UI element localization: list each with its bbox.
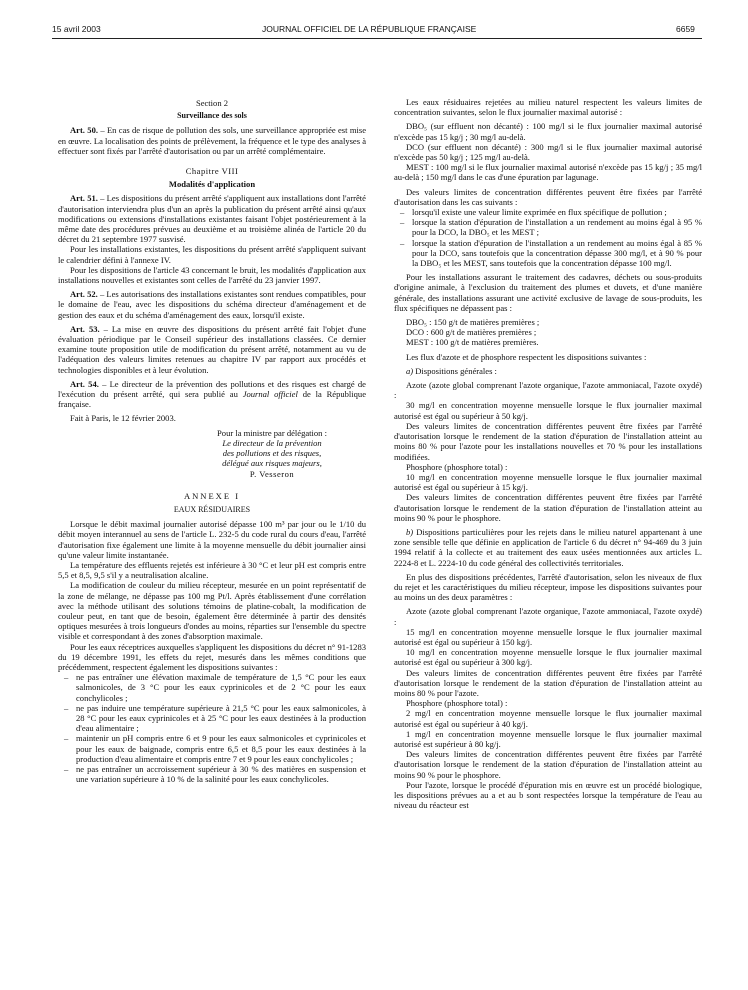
right-paragraph-22: 10 mg/l en concentration moyenne mensuelle lorsque le flux journalier maximal autorisé est égal ou supérieur à 300 kg/j. — [394, 647, 702, 668]
right-paragraph-10: Les flux d'azote et de phosphore respectent les dispositions suivantes : — [406, 351, 647, 362]
item-a-text: Dispositions générales : — [413, 365, 497, 376]
article-51-p3: Pour les dispositions de l'article 43 concernant le bruit, les modalités d'application aux installations nouvelles et existantes sont celles de l'arrêté du 23 janvier 1997. — [58, 264, 366, 286]
article-50 — [58, 125, 366, 156]
nitrogen-heading-2: Azote (azote global comprenant l'azote organique, l'azote ammoniacal, l'azote oxydé) : — [394, 606, 702, 627]
right-paragraph-5: Des valeurs limites de concentration différentes peuvent être fixées par l'arrêté d'autorisation dans les cas suivants : — [394, 186, 702, 207]
list-item: – maintenir un pH compris entre 6 et 9 pour les eaux salmonicoles et cyprinicoles et pour les eaux de baignade, compris entre 6,5 et 8,5 pour les eaux destinées à la production d'eau alimentaire et compris entre 7 et 9 pour les eaux conchylicoles ; — [58, 733, 366, 764]
journal-officiel-ref: Journal officiel — [242, 389, 298, 400]
chapter-title: Chapitre VIII — [185, 166, 239, 177]
specific-flow-dbo5: DBO₅ : 150 g/t de matières premières ; — [406, 317, 540, 328]
article-54-text-b: de la République française. — [58, 389, 366, 410]
header-page-number: 6659 — [676, 24, 695, 34]
right-paragraph-16: 10 mg/l en concentration moyenne mensuelle lorsque le flux journalier maximal autorisé est égal ou supérieur à 15 kg/j. — [394, 471, 702, 493]
article-51-label: Art. 51. — [70, 193, 98, 204]
right-column — [394, 97, 702, 810]
section-title: Section 2 — [195, 98, 229, 108]
right-paragraph-1: Les eaux résiduaires rejetées au milieu naturel respectent les valeurs limites de concentration suivantes, selon le flux journalier maximal autorisé : — [394, 97, 702, 118]
item-a-label: a) — [406, 365, 414, 376]
chapter-subtitle: Modalités d'application — [168, 179, 256, 190]
dbo5-limit: DBO₅ (sur effluent non décanté) : 100 mg/l si le flux journalier maximal autorisé n'excède pas 15 kg/j ; 30 mg/l au-delà. — [394, 121, 702, 142]
article-53-label: Art. 53. — [70, 323, 100, 334]
annex-title: ANNEXE I — [183, 490, 241, 501]
list-item: – ne pas entraîner une élévation maximale de température de 1,5 °C pour les eaux salmonicoles, de 3 °C pour les eaux cyprinicoles et de 2 °C pour les eaux conchylicoles ; — [58, 672, 366, 703]
signature-line-4: délégué aux risques majeurs, — [222, 458, 322, 469]
article-51 — [58, 193, 366, 244]
dco-limit: DCO (sur effluent non décanté) : 300 mg/l si le flux journalier maximal autorisé n'excède pas 50 kg/j ; 125 mg/l au-delà. — [394, 141, 702, 163]
list-item: – lorsque la station d'épuration de l'installation a un rendement au moins égal à 85 % pour la DCO, sans toutefois que la concentration dépasse 300 mg/l, et à 90 % pour la DBO₅ et les MEST, sans toutefois que la concentration dépasse 100 mg/l. — [394, 238, 702, 269]
item-b-text: Dispositions particulières pour les rejets dans le milieu naturel appartenant à une zone sensible telle que définie en application de l'article 6 du décret n° 94-469 du 3 juin 1994 relatif à la collecte et au traitement des eaux usées mentionnées aux articles L. 2224-8 et L. 2224-10 du code général des collectivités territoriales. — [394, 526, 702, 568]
phosphorus-heading-2: Phosphore (phosphore total) : — [406, 698, 508, 709]
list-item: – ne pas induire une température supérieure à 21,5 °C pour les eaux salmonicoles, à 28 °C pour les eaux cyprinicoles et à 25 °C pour les eaux destinées à la production d'eau alimentaire ; — [58, 703, 366, 734]
article-52-text: – Les autorisations des installations existantes sont rendues compatibles, pour le domaine de l'eau, avec les dispositions du schéma directeur d'aménagement et de gestion des eaux et du schéma d'aménagement des eaux, lorsqu'il existe. — [58, 289, 366, 320]
annex-subtitle: EAUX RÉSIDUAIRES — [173, 504, 251, 514]
right-paragraph-28: Pour l'azote, lorsque le procédé d'épuration mis en œuvre est un procédé biologique, les dispositions prévues au a et au b sont respectées lorsque la température de l'eau au niveau du réacteur est — [394, 779, 702, 811]
signature-line-1: Pour la ministre par délégation : — [217, 427, 327, 438]
article-50-text: – En cas de risque de pollution des sols, une surveillance appropriée est mise en œuvre. La localisation des points de prélèvement, la fréquence et le type des analyses à effectuer sont fixés par l'arrêté d'autorisation ou par un arrêté complémentaire. — [58, 125, 366, 156]
annex-paragraph-4: Pour les eaux réceptrices auxquelles s'appliquent les dispositions du décret n° 91-1283 du 19 décembre 1991, les effets du rejet, mesurés dans les mêmes conditions que précédemment, respectent également les dispositions suivantes : — [58, 641, 366, 672]
annex-paragraph-2: La température des effluents rejetés est inférieure à 30 °C et leur pH est compris entre 5,5 et 8,5, 9,5 s'il y a neutralisation alcaline. — [58, 559, 366, 581]
conditions-list — [58, 672, 366, 784]
right-paragraph-19: En plus des dispositions précédentes, l'arrêté d'autorisation, selon les niveaux de flux du rejet et les caractéristiques du milieu récepteur, impose les dispositions suivantes pour au moins un des deux paramètres : — [394, 571, 702, 603]
right-paragraph-27: Des valeurs limites de concentration différentes peuvent être fixées par l'arrêté d'autorisation lorsque le rendement de la station d'épuration de l'installation atteint au moins 90 % pour le phosphore. — [394, 749, 702, 780]
right-paragraph-17: Des valeurs limites de concentration différentes peuvent être fixées par l'arrêté d'autorisation lorsque le rendement de la station d'épuration de l'installation atteint au moins 90 % pour le phosphore. — [394, 492, 702, 523]
signature-date: Fait à Paris, le 12 février 2003. — [70, 413, 176, 424]
header-date: 15 avril 2003 — [52, 24, 101, 34]
article-52 — [58, 289, 366, 320]
page-header — [0, 0, 748, 40]
article-51-p2: Pour les installations existantes, les dispositions du présent arrêté s'appliquent suivant le calendrier défini à l'annexe IV. — [58, 244, 366, 265]
signature-line-2: Le directeur de la prévention — [222, 437, 322, 448]
list-item: – lorsqu'il existe une valeur limite exprimée en flux spécifique de pollution ; — [394, 207, 702, 217]
item-b-label: b) — [406, 526, 414, 537]
annex-paragraph-1: Lorsque le débit maximal journalier autorisé dépasse 100 m³ par jour ou le 1/10 du débit moyen interannuel au sens de l'article L. 232-5 du code rural du cours d'eau, l'arrêté d'autorisation fixe également une limite à la moyenne mensuelle du débit journalier ainsi qu'une valeur limite instantanée. — [58, 519, 366, 560]
article-53 — [58, 324, 366, 375]
cases-list — [394, 207, 702, 268]
signatory-name: P. Vesseron — [249, 468, 295, 479]
right-paragraph-23: Des valeurs limites de concentration différentes peuvent être fixées par l'arrêté d'autorisation lorsque le rendement de la station d'épuration de l'installation atteint au moins 80 % pour l'azote. — [394, 667, 702, 698]
special-provisions — [394, 527, 702, 568]
article-54 — [58, 379, 366, 410]
right-paragraph-13: 30 mg/l en concentration moyenne mensuelle lorsque le flux journalier maximal autorisé est égal ou supérieur à 50 kg/j. — [394, 400, 702, 421]
article-54-text-a: – Le directeur de la prévention des pollutions et des risques est chargé de l'exécution du présent arrêté, qui sera publié au — [58, 378, 366, 400]
general-provisions-heading — [394, 366, 702, 376]
annex-paragraph-3: La modification de couleur du milieu récepteur, mesurée en un point représentatif de la zone de mélange, ne dépasse pas 100 mg Pt/l. Après établissement d'une corrélation avec la méthode utilisant des solutions témoins de platine-cobalt, la modification de couleur peut, en tant que de besoin, également être déterminée à partir des densités optiques mesurées à trois longueurs d'ondes au moins, réparties sur l'ensemble du spectre visible et correspondant à des zones d'absorption maximale. — [58, 580, 366, 642]
article-54-label: Art. 54. — [70, 378, 99, 389]
mest-limit: MEST : 100 mg/l si le flux journalier maximal autorisé n'excède pas 15 kg/j ; 35 mg/l au-delà ; 150 mg/l dans le cas d'une épuration par lagunage. — [394, 162, 702, 183]
signature-block — [178, 428, 366, 479]
article-51-text: – Les dispositions du présent arrêté s'appliquent aux installations dont l'arrêté d'autorisation interviendra plus d'un an après la publication du présent arrêté ainsi qu'aux modifications ou extensions d'installations existantes faisant l'objet postérieurement à la même date des procédures prévues au deuxième et au troisième alinéa de l'article 20 du décret du 21 septembre 1977 susvisé. — [58, 193, 366, 245]
article-50-label: Art. 50. — [70, 125, 98, 136]
header-rule — [52, 38, 702, 39]
list-item: – ne pas entraîner un accroissement supérieur à 30 % des matières en suspension et une variation supérieure à 10 % de la salinité pour les eaux conchylicoles. — [58, 764, 366, 784]
right-paragraph-25: 2 mg/l en concentration moyenne mensuelle lorsque le flux journalier maximal autorisé est égal ou supérieur à 40 kg/j. — [394, 708, 702, 729]
specific-flow-mest: MEST : 100 g/t de matières premières. — [406, 337, 539, 348]
right-paragraph-14: Des valeurs limites de concentration différentes peuvent être fixées par l'arrêté d'autorisation lorsque le rendement de la station d'épuration de l'installation atteint au moins 80 % pour l'azote pour les installations nouvelles et 70 % pour les installations modifiées. — [394, 420, 702, 462]
list-item: – lorsque la station d'épuration de l'installation a un rendement au moins égal à 95 % pour la DCO, la DBO₅ et les MEST ; — [394, 217, 702, 237]
left-column — [58, 98, 366, 784]
article-53-text: – La mise en œuvre des dispositions du présent arrêté fait l'objet d'une évaluation périodique par le Conseil supérieur des installations classées. Ce dernier examine toute proposition utile de modification du présent arrêté, notamment au vu de l'adéquation des valeurs limites retenues au chapitre IV par rapport aux procédés et technologies disponibles et à leur évolution. — [58, 323, 366, 375]
section-subtitle: Surveillance des sols — [177, 111, 247, 121]
phosphorus-heading: Phosphore (phosphore total) : — [406, 461, 508, 472]
signature-line-3: des pollutions et des risques, — [222, 448, 322, 459]
article-52-label: Art. 52. — [70, 289, 98, 300]
specific-flow-dco: DCO : 600 g/t de matières premières ; — [406, 327, 537, 338]
header-journal: JOURNAL OFFICIEL DE LA RÉPUBLIQUE FRANÇAISE — [262, 24, 477, 34]
right-paragraph-6: Pour les installations assurant le traitement des cadavres, déchets ou sous-produits d'origine animale, à l'exclusion du traitement des plumes et duvets, et d'une manière générale, des installations assurant une activité exclusive de lavage de sous-produits, les flux spécifiques ne dépassent pas : — [394, 272, 702, 313]
right-paragraph-26: 1 mg/l en concentration moyenne mensuelle lorsque le flux journalier maximal autorisé est supérieur à 80 kg/j. — [394, 728, 702, 749]
right-paragraph-21: 15 mg/l en concentration moyenne mensuelle lorsque le flux journalier maximal autorisé est égal ou supérieur à 150 kg/j. — [394, 626, 702, 647]
nitrogen-heading: Azote (azote global comprenant l'azote organique, l'azote ammoniacal, l'azote oxydé) : — [394, 380, 702, 401]
